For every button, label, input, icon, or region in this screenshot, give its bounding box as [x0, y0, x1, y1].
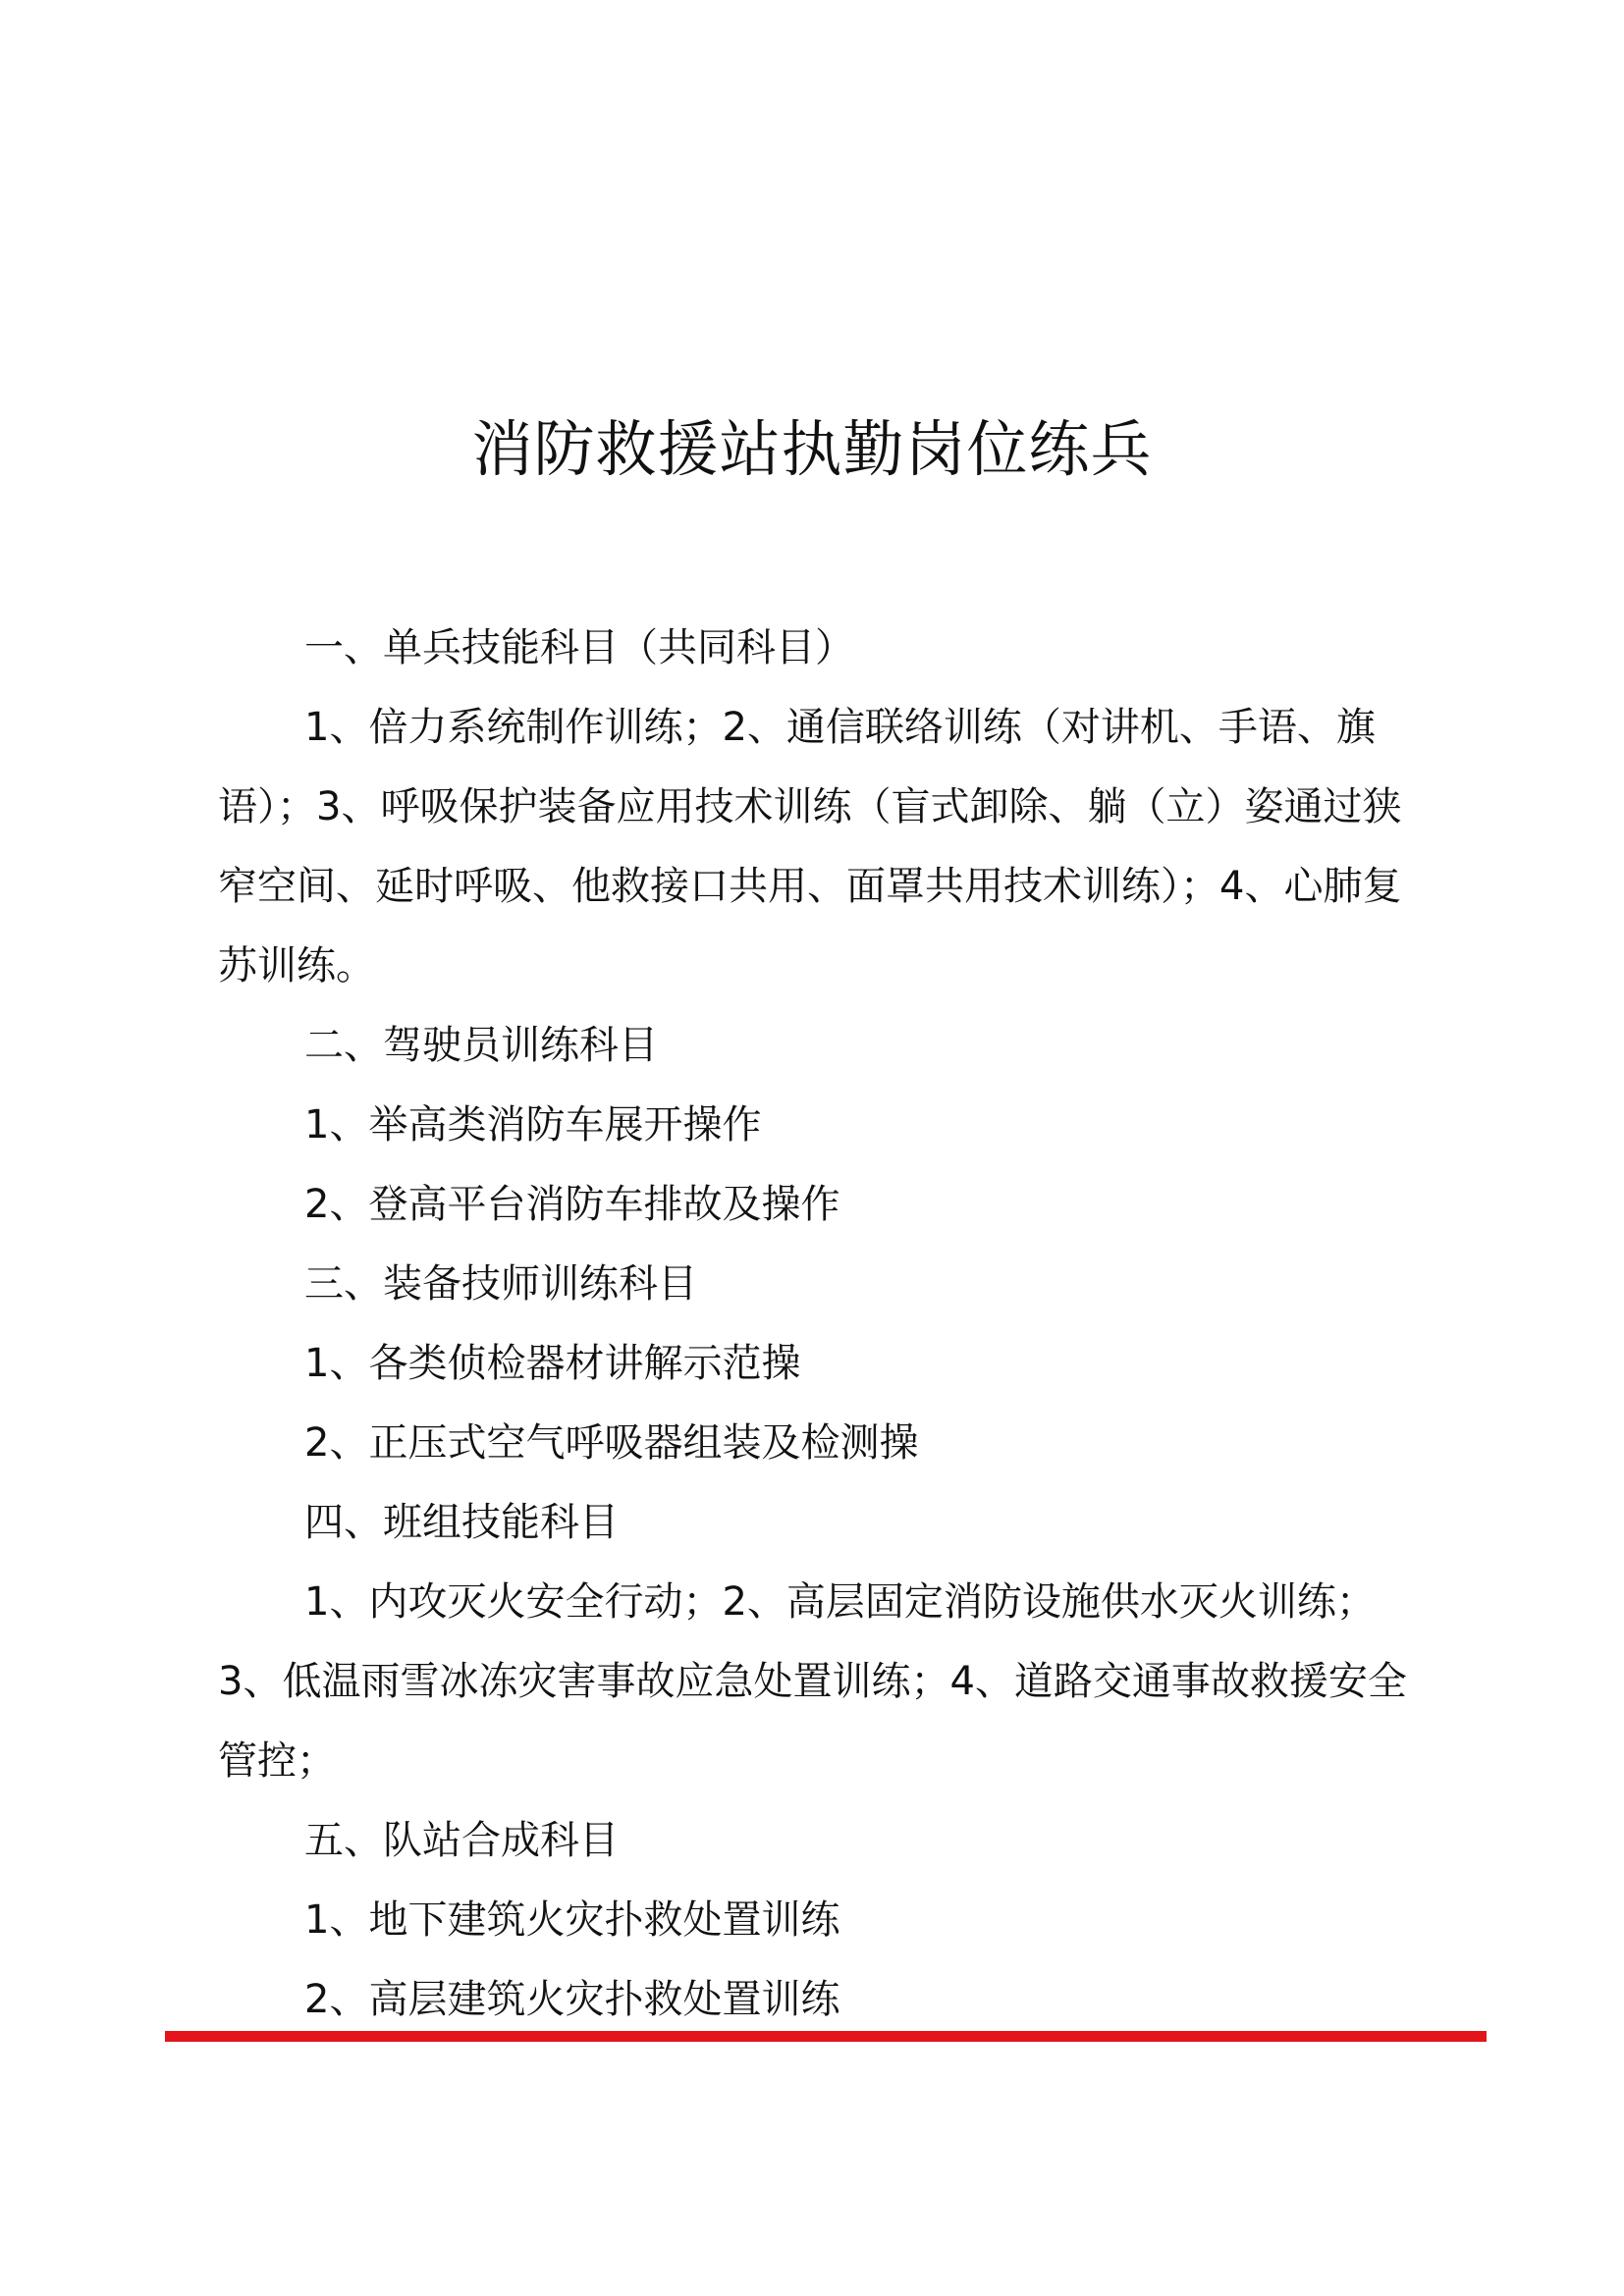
section-heading-4: 四、班组技能科目	[304, 1500, 619, 1545]
section-heading-5: 五、队站合成科目	[304, 1818, 619, 1863]
section-2-item-1: 1、举高类消防车展开操作	[304, 1102, 762, 1148]
document-body	[218, 609, 1435, 2040]
section-heading-1: 一、单兵技能科目（共同科目）	[304, 625, 854, 670]
section-1-items: 1、倍力系统制作训练；2、通信联络训练（对讲机、手语、旗语）；3、呼吸保护装备应用技术训练（盲式卸除、躺（立）姿通过狭窄空间、延时呼吸、他救接口共用、面罩共用技术训练）；4、心肺复苏训练。	[218, 705, 1402, 988]
section-2-item-2: 2、登高平台消防车排故及操作	[304, 1182, 840, 1227]
section-3-item-1: 1、各类侦检器材讲解示范操	[304, 1341, 801, 1386]
section-heading-2: 二、驾驶员训练科目	[304, 1023, 658, 1068]
section-5-item-1: 1、地下建筑火灾扑救处置训练	[304, 1897, 840, 1943]
red-divider-line	[165, 2031, 1487, 2042]
section-5-item-2: 2、高层建筑火灾扑救处置训练	[304, 1977, 840, 2022]
section-4-items: 1、内攻灭火安全行动；2、高层固定消防设施供水灭火训练；3、低温雨雪冰冻灾害事故应急处置训练；4、道路交通事故救援安全管控；	[218, 1579, 1407, 1784]
section-3-item-2: 2、正压式空气呼吸器组装及检测操	[304, 1420, 919, 1466]
document-title: 消防救援站执勤岗位练兵	[471, 413, 1153, 485]
section-heading-3: 三、装备技师训练科目	[304, 1261, 697, 1307]
